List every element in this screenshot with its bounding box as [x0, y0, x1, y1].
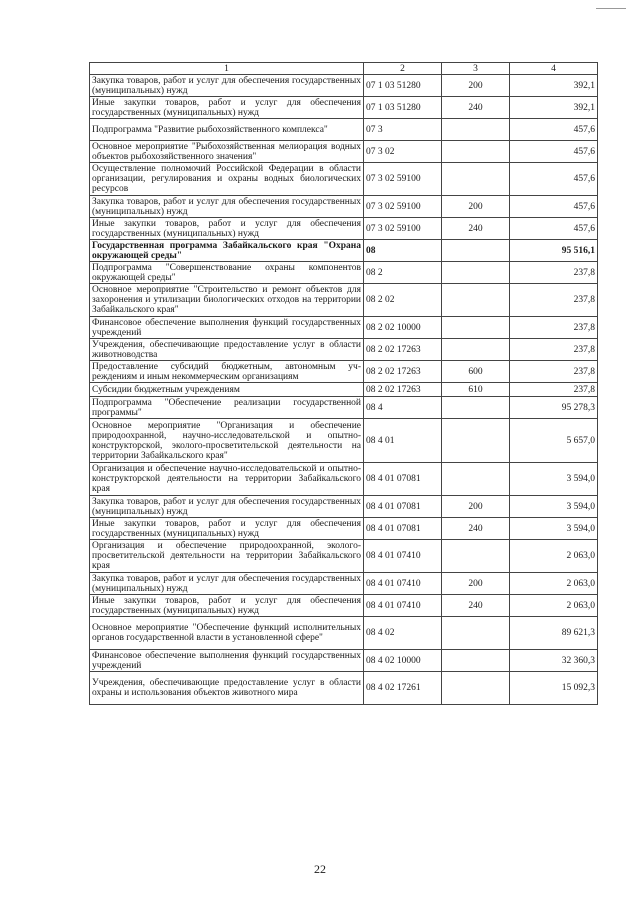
row-name-cell: Иные закупки товаров, работ и услуг для обеспечения государственных (муниципальных) нужд [90, 518, 364, 540]
table-row [90, 262, 598, 284]
row-sum-cell: 457,6 [510, 141, 598, 163]
row-vr-cell [442, 650, 510, 672]
row-code-cell: 08 4 02 10000 [364, 650, 442, 672]
row-sum-cell: 237,8 [510, 383, 598, 397]
row-name-cell: Закупка товаров, работ и услуг для обеспечения государственных (муниципальных) нужд [90, 496, 364, 518]
row-code-cell: 08 2 02 [364, 284, 442, 317]
row-sum-cell: 457,6 [510, 196, 598, 218]
column-header-3: 3 [442, 63, 510, 75]
table-row [90, 650, 598, 672]
row-name-cell: Подпрограмма "Развитие рыбохозяйственного комплекса" [90, 119, 364, 141]
row-vr-cell: 240 [442, 518, 510, 540]
row-sum-cell: 392,1 [510, 75, 598, 97]
row-name-cell: Основное мероприятие "Организация и обеспечение природоохранной, научно-исследовательской и опытно-конструкторской, эколого-просветительской деятельности на территории Забайкальского края" [90, 419, 364, 463]
row-name-cell: Основное мероприятие "Рыбохозяйственная мелиорация водных объектов рыбохозяйственного значения" [90, 141, 364, 163]
row-name-cell: Основное мероприятие "Обеспечение функций исполнительных органов государственной власти в установленной сфере" [90, 617, 364, 650]
row-vr-cell: 200 [442, 75, 510, 97]
table-row [90, 595, 598, 617]
table-row [90, 518, 598, 540]
row-vr-cell: 240 [442, 97, 510, 119]
table-row [90, 119, 598, 141]
row-sum-cell: 2 063,0 [510, 540, 598, 573]
table-row [90, 397, 598, 419]
table-row [90, 540, 598, 573]
row-vr-cell: 200 [442, 196, 510, 218]
row-code-cell: 08 4 01 07081 [364, 518, 442, 540]
row-name-cell: Подпрограмма "Обеспечение реализации государственной программы" [90, 397, 364, 419]
table-row [90, 196, 598, 218]
row-vr-cell [442, 119, 510, 141]
row-sum-cell: 392,1 [510, 97, 598, 119]
column-header-2: 2 [364, 63, 442, 75]
top-edge-mark [596, 8, 626, 9]
row-code-cell: 08 4 01 07081 [364, 496, 442, 518]
column-header-1: 1 [90, 63, 364, 75]
table-row [90, 97, 598, 119]
row-vr-cell [442, 540, 510, 573]
row-code-cell: 08 2 02 17263 [364, 339, 442, 361]
row-sum-cell: 89 621,3 [510, 617, 598, 650]
row-name-cell: Предоставление субсидий бюджетным, автономным учреждениям и иным некоммерческим организациям [90, 361, 364, 383]
row-vr-cell [442, 339, 510, 361]
table-row [90, 361, 598, 383]
row-sum-cell: 237,8 [510, 317, 598, 339]
table-row [90, 383, 598, 397]
table-row [90, 573, 598, 595]
row-code-cell: 08 4 [364, 397, 442, 419]
row-vr-cell: 610 [442, 383, 510, 397]
row-vr-cell [442, 163, 510, 196]
row-sum-cell: 3 594,0 [510, 463, 598, 496]
row-name-cell: Основное мероприятие "Строительство и ремонт объектов для захоронения и утилизации биологических отходов на территории Забайкальского края" [90, 284, 364, 317]
row-name-cell: Иные закупки товаров, работ и услуг для обеспечения государственных (муниципальных) нужд [90, 595, 364, 617]
row-name-cell: Закупка товаров, работ и услуг для обеспечения государственных (муниципальных) нужд [90, 196, 364, 218]
row-name-cell: Учреждения, обеспечивающие предоставление услуг в области охраны и использования объектов животного мира [90, 672, 364, 705]
table-row [90, 496, 598, 518]
row-sum-cell: 237,8 [510, 339, 598, 361]
budget-table [89, 62, 598, 705]
row-code-cell: 07 1 03 51280 [364, 97, 442, 119]
row-vr-cell: 200 [442, 573, 510, 595]
row-sum-cell: 3 594,0 [510, 496, 598, 518]
row-code-cell: 08 4 01 07410 [364, 573, 442, 595]
table-row [90, 317, 598, 339]
row-name-cell: Государственная программа Забайкальского края "Охрана окружающей среды" [90, 240, 364, 262]
row-code-cell: 07 3 02 59100 [364, 163, 442, 196]
row-name-cell: Субсидии бюджетным учреждениям [90, 383, 364, 397]
row-name-cell: Иные закупки товаров, работ и услуг для обеспечения государственных (муниципальных) нужд [90, 218, 364, 240]
table-row [90, 339, 598, 361]
row-vr-cell: 240 [442, 595, 510, 617]
row-vr-cell [442, 672, 510, 705]
row-code-cell: 08 4 01 07081 [364, 463, 442, 496]
row-name-cell: Закупка товаров, работ и услуг для обеспечения государственных (муниципальных) нужд [90, 573, 364, 595]
row-name-cell: Финансовое обеспечение выполнения функций государственных учреждений [90, 317, 364, 339]
row-sum-cell: 237,8 [510, 262, 598, 284]
row-code-cell: 08 4 01 07410 [364, 595, 442, 617]
row-code-cell: 08 2 02 10000 [364, 317, 442, 339]
table-row [90, 163, 598, 196]
row-sum-cell: 32 360,3 [510, 650, 598, 672]
row-sum-cell: 5 657,0 [510, 419, 598, 463]
table-row [90, 672, 598, 705]
row-code-cell: 07 3 02 59100 [364, 196, 442, 218]
row-code-cell: 08 4 02 [364, 617, 442, 650]
row-sum-cell: 237,8 [510, 361, 598, 383]
row-name-cell: Учреждения, обеспечивающие предоставление услуг в области животноводства [90, 339, 364, 361]
row-sum-cell: 2 063,0 [510, 573, 598, 595]
row-sum-cell: 457,6 [510, 163, 598, 196]
row-vr-cell: 240 [442, 218, 510, 240]
row-name-cell: Организация и обеспечение природоохранной, эколого-просветительской деятельности на территории Забайкальского края [90, 540, 364, 573]
row-name-cell: Организация и обеспечение научно-исследовательской и опытно-конструкторской деятельности на территории Забайкальского края [90, 463, 364, 496]
row-vr-cell [442, 463, 510, 496]
table-header-row [90, 63, 598, 75]
row-code-cell: 08 [364, 240, 442, 262]
row-name-cell: Закупка товаров, работ и услуг для обеспечения государственных (муниципальных) нужд [90, 75, 364, 97]
row-code-cell: 07 3 [364, 119, 442, 141]
column-header-4: 4 [510, 63, 598, 75]
table-row [90, 218, 598, 240]
table-row [90, 284, 598, 317]
row-vr-cell: 600 [442, 361, 510, 383]
table-row [90, 617, 598, 650]
row-name-cell: Иные закупки товаров, работ и услуг для обеспечения государственных (муниципальных) нужд [90, 97, 364, 119]
row-code-cell: 08 4 01 [364, 419, 442, 463]
row-sum-cell: 237,8 [510, 284, 598, 317]
row-code-cell: 08 2 [364, 262, 442, 284]
row-name-cell: Подпрограмма "Совершенствование охраны компонентов окружающей среды" [90, 262, 364, 284]
table-row [90, 75, 598, 97]
page-number: 22 [314, 862, 326, 876]
row-sum-cell: 3 594,0 [510, 518, 598, 540]
table-row [90, 240, 598, 262]
row-vr-cell [442, 419, 510, 463]
row-vr-cell [442, 317, 510, 339]
row-code-cell: 08 2 02 17263 [364, 361, 442, 383]
row-sum-cell: 457,6 [510, 119, 598, 141]
row-sum-cell: 95 516,1 [510, 240, 598, 262]
row-vr-cell [442, 284, 510, 317]
row-code-cell: 08 4 01 07410 [364, 540, 442, 573]
table-row [90, 463, 598, 496]
row-sum-cell: 2 063,0 [510, 595, 598, 617]
row-sum-cell: 95 278,3 [510, 397, 598, 419]
row-vr-cell [442, 397, 510, 419]
row-name-cell: Осуществление полномочий Российской Федерации в области организации, регулирования и охраны водных биологических ресурсов [90, 163, 364, 196]
table-row [90, 419, 598, 463]
row-sum-cell: 15 092,3 [510, 672, 598, 705]
row-vr-cell [442, 141, 510, 163]
row-vr-cell [442, 262, 510, 284]
row-name-cell: Финансовое обеспечение выполнения функций государственных учреждений [90, 650, 364, 672]
row-code-cell: 07 1 03 51280 [364, 75, 442, 97]
row-vr-cell: 200 [442, 496, 510, 518]
row-sum-cell: 457,6 [510, 218, 598, 240]
row-code-cell: 08 2 02 17263 [364, 383, 442, 397]
row-code-cell: 07 3 02 59100 [364, 218, 442, 240]
row-vr-cell [442, 240, 510, 262]
row-vr-cell [442, 617, 510, 650]
row-code-cell: 08 4 02 17261 [364, 672, 442, 705]
table-row [90, 141, 598, 163]
row-code-cell: 07 3 02 [364, 141, 442, 163]
